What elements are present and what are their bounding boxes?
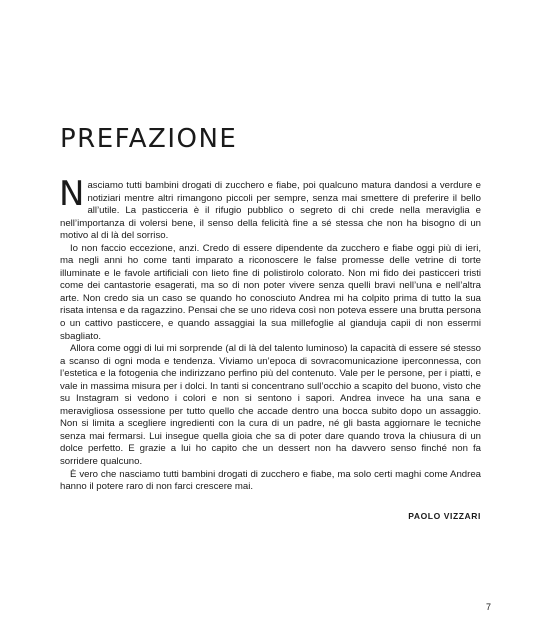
author-signature: PAOLO VIZZARI [408, 511, 481, 521]
paragraph-4: È vero che nasciamo tutti bambini drogati di zucchero e fiabe, ma solo certi maghi come Andrea hanno il potere raro di non farci crescere mai. [60, 468, 481, 493]
paragraph-1-text: asciamo tutti bambini drogati di zucchero e fiabe, poi qualcuno matura dandosi a verdure e notiziari mentre altri rimangono piccoli per sempre, senza mai smettere di preferire il bello all’utile. La pasticceria è il rifugio pubblico o segreto di chi crede nella meraviglia e nell’importanza di volersi bene, il senso della felicità fine a sé stessa che non ha bisogno di un motivo al di là del sorriso. [60, 180, 481, 242]
page-title: PREFAZIONE [60, 124, 238, 154]
paragraph-2: Io non faccio eccezione, anzi. Credo di essere dipendente da zucchero e fiabe oggi più di ieri, ma negli anni ho come tanti imparato a riconoscere le false promesse delle vetrine di torte illuminate e le favole artificiali con lieto fine di polistirolo colorato. Non mi fido dei pasticceri tristi come dei cantastorie esagerati, ma so di non poter vivere senza quelli bravi nell’una e nell’altra arte. Non credo sia un caso se quando ho conosciuto Andrea mi ha colpito prima di tutto la sua risata intensa e da ragazzino. Pensai che se uno rideva così non poteva essere una brutta persona o un cattivo pasticcere, e quando assaggiai la sua millefoglie al gianduja capii di non essermi sbagliato. [60, 242, 481, 342]
preface-body [59, 174, 481, 494]
page-number: 7 [485, 602, 491, 612]
drop-cap: N [59, 174, 85, 214]
paragraph-3: Allora come oggi di lui mi sorprende (al di là del talento luminoso) la capacità di essere sé stesso a scanso di ogni moda e tendenza. Viviamo un’epoca di sovracomunicazione iperconnessa, con l’estetica e la fotogenia che indirizzano perfino più del contenuto. Vale per le persone, per i piatti, e vale in massima misura per i dolci. In tanti si concentrano sull’occhio a scapito del buono, visto che su Instagram si vedono i colori e non si sentono i sapori. Andrea invece ha una sana e meravigliosa ossessione per tutto quello che accade dentro una bocca subito dopo un assaggio. Non si limita a scegliere ingredienti con la cura di un padre, né gli basta aggiornare le tecniche senza mai fermarsi. Lui insegue quella gioia che sa di poter dare quando trova la chiusura di un dolce perfetto. E grazie a lui ho capito che un dessert non ha davvero senso finché non fa sorridere qualcuno. [60, 343, 481, 468]
paragraph-1 [59, 174, 481, 243]
